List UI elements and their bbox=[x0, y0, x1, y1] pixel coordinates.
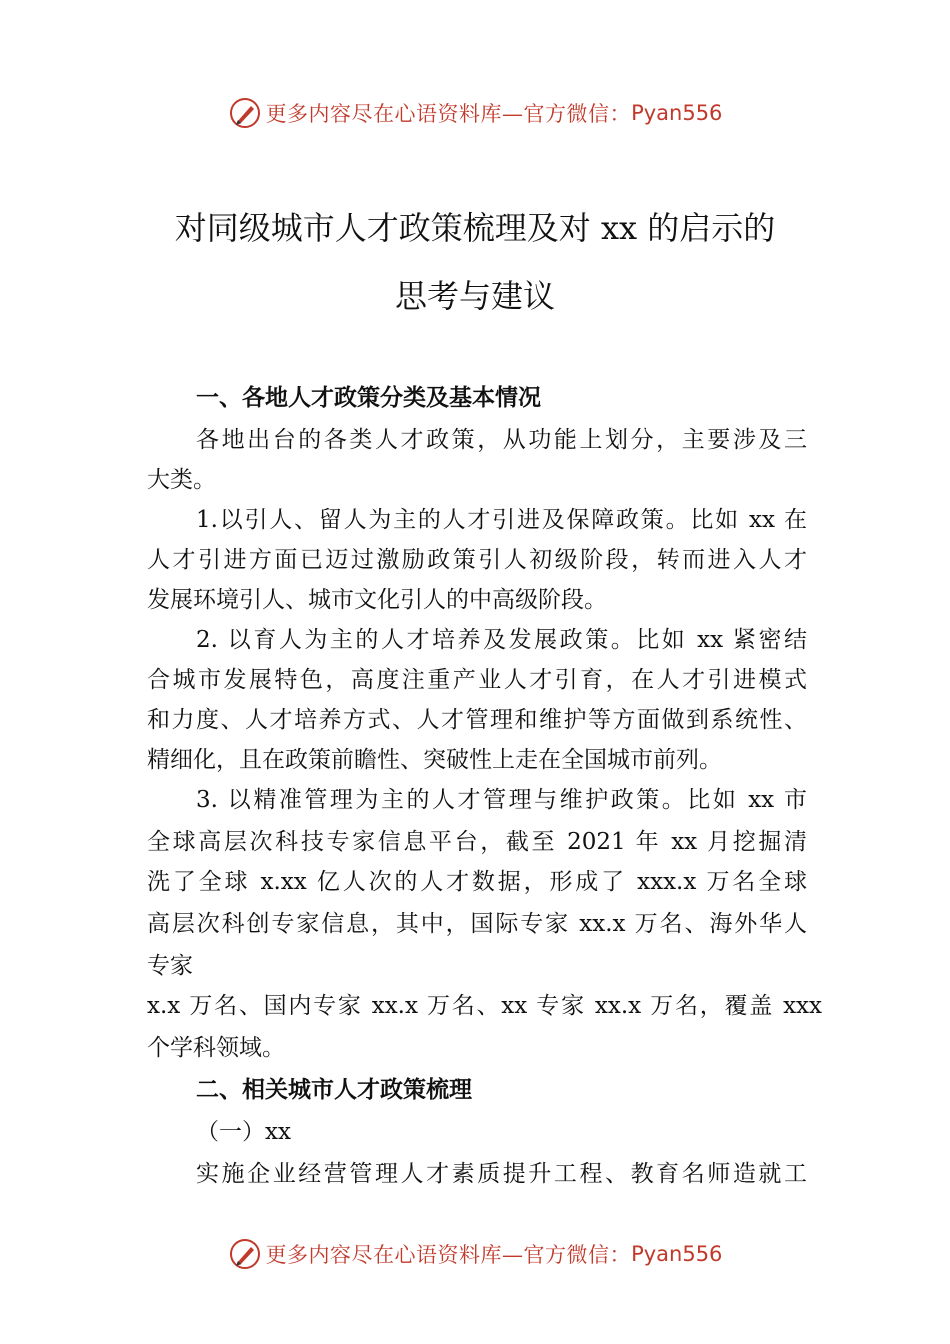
watermark-banner-bottom bbox=[0, 1236, 950, 1272]
watermark-text: 更多内容尽在心语资料库—官方微信： bbox=[265, 1243, 632, 1267]
paragraph-line: 发展环境引人、城市文化引人的中高级阶段。 bbox=[147, 587, 607, 613]
watermark-banner-top bbox=[0, 95, 950, 131]
paragraph-line: 个学科领域。 bbox=[147, 1035, 285, 1061]
section-heading-2: 二、相关城市人才政策梳理 bbox=[196, 1077, 472, 1103]
paragraph-line: 人才引进方面已迈过激励政策引人初级阶段，转而进入人才 bbox=[147, 547, 807, 573]
document-title-line-1: 对同级城市人才政策梳理及对 xx 的启示的 bbox=[174, 209, 776, 247]
paragraph-line: 3. 以精准管理为主的人才管理与维护政策。比如 xx 市 bbox=[196, 787, 807, 813]
paragraph-line: 专家 bbox=[147, 953, 193, 979]
subsection-heading: （一）xx bbox=[196, 1119, 291, 1145]
paragraph-line: 合城市发展特色，高度注重产业人才引育，在人才引进模式 bbox=[147, 667, 807, 693]
watermark-text: 更多内容尽在心语资料库—官方微信： bbox=[265, 102, 632, 126]
watermark-wechat-id: Pyan556 bbox=[631, 1242, 723, 1266]
paragraph-line: 和力度、人才培养方式、人才管理和维护等方面做到系统性、 bbox=[147, 707, 807, 733]
paragraph-line: 精细化，且在政策前瞻性、突破性上走在全国城市前列。 bbox=[147, 747, 722, 773]
paragraph-line: 1.以引人、留人为主的人才引进及保障政策。比如 xx 在 bbox=[196, 507, 807, 533]
section-heading-1: 一、各地人才政策分类及基本情况 bbox=[196, 385, 541, 411]
document-title-line-2: 思考与建议 bbox=[394, 277, 555, 315]
paragraph-line: 2. 以育人为主的人才培养及发展政策。比如 xx 紧密结 bbox=[196, 627, 807, 653]
watermark-wechat-id: Pyan556 bbox=[631, 101, 723, 125]
paragraph-line: 实施企业经营管理人才素质提升工程、教育名师造就工 bbox=[196, 1161, 807, 1187]
paragraph-line: 洗了全球 x.xx 亿人次的人才数据，形成了 xxx.x 万名全球 bbox=[147, 869, 807, 895]
pen-logo-icon bbox=[228, 96, 262, 130]
paragraph-line: 高层次科创专家信息，其中，国际专家 xx.x 万名、海外华人 bbox=[147, 911, 807, 937]
paragraph-line: x.x 万名、国内专家 xx.x 万名、xx 专家 xx.x 万名，覆盖 xxx bbox=[147, 993, 822, 1019]
paragraph-line: 大类。 bbox=[147, 467, 216, 493]
paragraph-line: 各地出台的各类人才政策，从功能上划分，主要涉及三 bbox=[196, 427, 807, 453]
paragraph-line: 全球高层次科技专家信息平台，截至 2021 年 xx 月挖掘清 bbox=[147, 829, 807, 855]
pen-logo-icon bbox=[228, 1237, 262, 1271]
